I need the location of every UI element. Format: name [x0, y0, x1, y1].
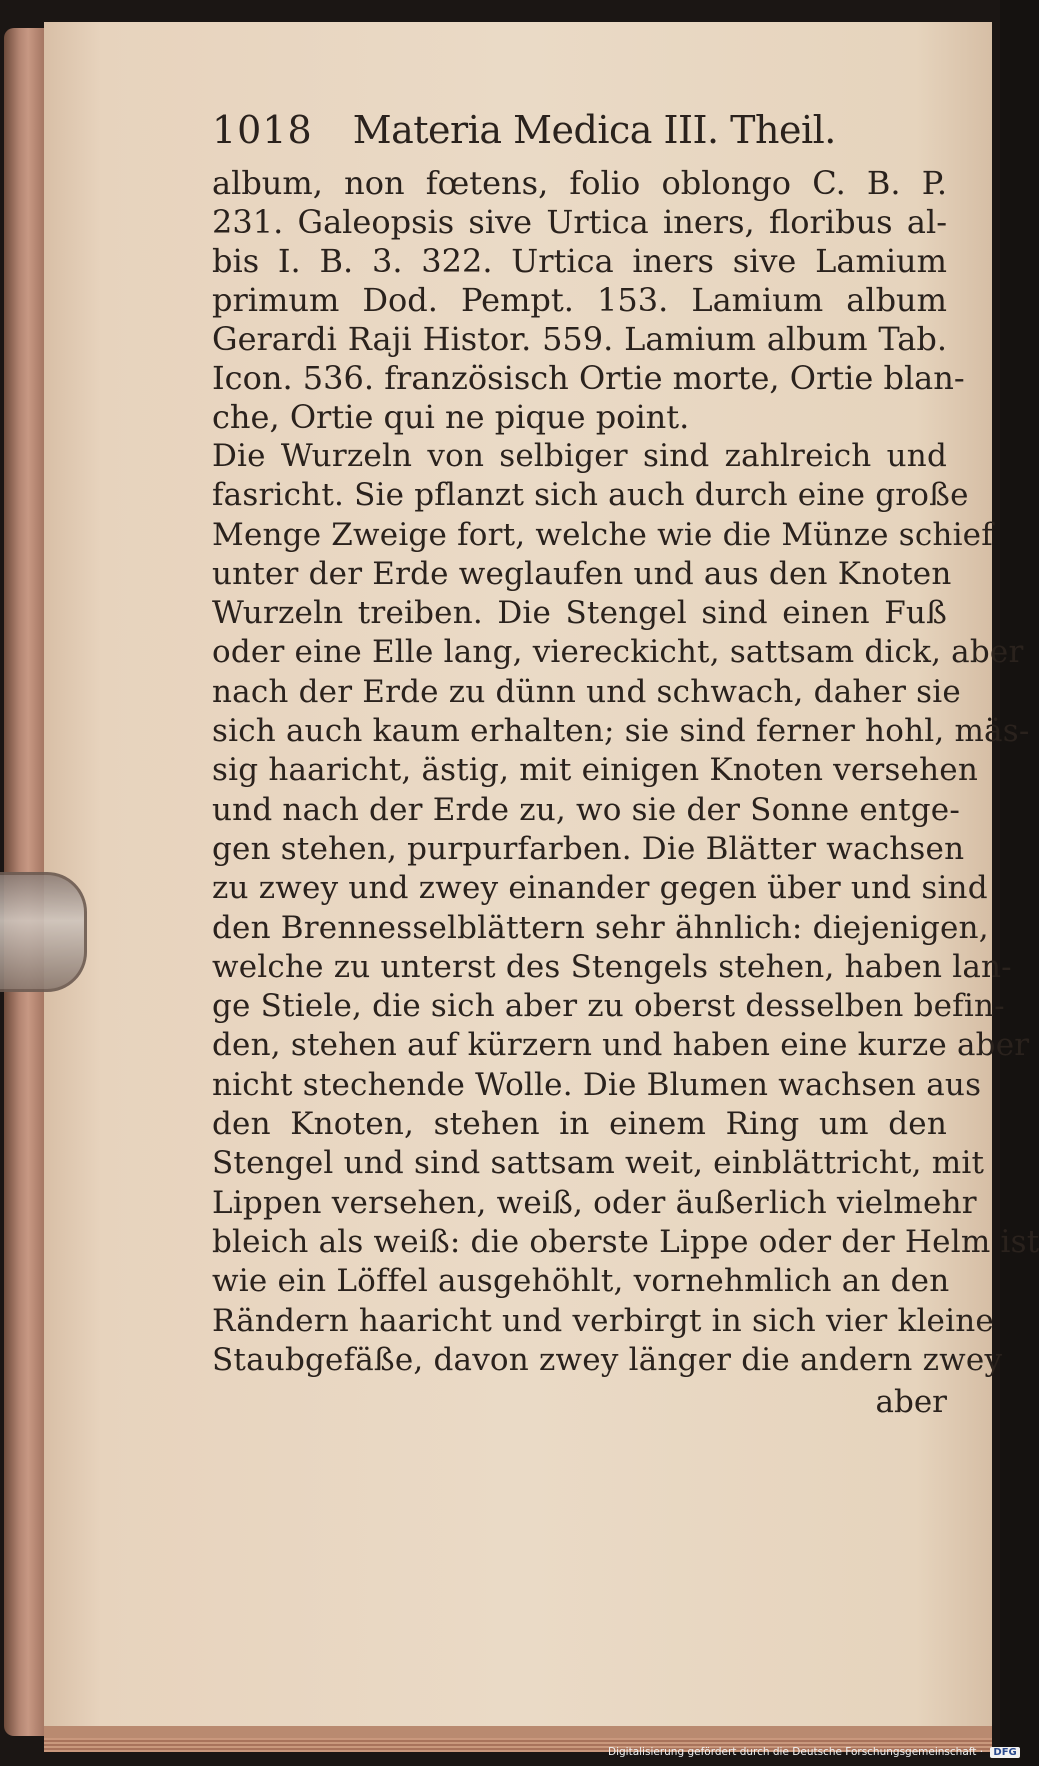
- text-line: den Knoten, stehen in einem Ring um den: [212, 1106, 947, 1143]
- latin-synonyms-block: [212, 164, 965, 437]
- body-paragraph: [212, 437, 1039, 1380]
- text-line: nicht stechende Wolle. Die Blumen wachsen aus: [212, 1066, 982, 1103]
- text-line: unter der Erde weglaufen und aus den Knoten: [212, 555, 952, 592]
- text-line: sich auch kaum erhalten; sie sind ferner hohl, mäs-: [212, 713, 1030, 750]
- running-title: Materia Medica III. Theil.: [352, 108, 836, 152]
- text-line: Lippen versehen, weiß, oder äußerlich vielmehr: [212, 1184, 977, 1221]
- text-line: und nach der Erde zu, wo sie der Sonne entge-: [212, 791, 961, 828]
- bookmark-clip: [0, 872, 87, 992]
- text-line: Rändern haaricht und verbirgt in sich vier kleine: [212, 1302, 994, 1339]
- text-line: zu zwey und zwey einander gegen über und sind: [212, 870, 988, 907]
- text-line: Staubgefäße, davon zwey länger die andern zwey: [212, 1341, 1003, 1378]
- page-text: [212, 104, 1039, 1422]
- text-line: Menge Zweige fort, welche wie die Münze schief: [212, 516, 993, 553]
- text-line: 231. Galeopsis sive Urtica iners, floribus al-: [212, 203, 947, 241]
- text-line: fasricht. Sie pflanzt sich auch durch eine große: [212, 477, 969, 514]
- digitization-credit: [608, 1746, 1020, 1758]
- text-line: Icon. 536. französisch Ortie morte, Ortie blan-: [212, 359, 965, 397]
- text-line: oder eine Elle lang, viereckicht, sattsam dick, aber: [212, 634, 1024, 671]
- text-line: che, Ortie qui ne pique point.: [212, 398, 690, 436]
- text-line: album, non fœtens, folio oblongo C. B. P.: [212, 164, 947, 202]
- dfg-logo-icon: DFG: [990, 1747, 1019, 1758]
- text-line: den Brennesselblättern sehr ähnlich: diejenigen,: [212, 909, 989, 946]
- catchword: aber: [875, 1384, 947, 1421]
- text-line: Die Wurzeln von selbiger sind zahlreich und: [212, 438, 947, 474]
- credit-text: Digitalisierung gefördert durch die Deutsche Forschungsgemeinschaft ·: [608, 1746, 984, 1758]
- text-line: nach der Erde zu dünn und schwach, daher sie: [212, 673, 961, 710]
- text-line: Gerardi Raji Histor. 559. Lamium album Tab.: [212, 320, 947, 358]
- text-line: Stengel und sind sattsam weit, einblättricht, mit: [212, 1145, 985, 1182]
- page-number: 1018: [212, 108, 313, 152]
- text-line: welche zu unterst des Stengels stehen, haben lan-: [212, 948, 1012, 985]
- page-header: [212, 104, 947, 156]
- text-line: gen stehen, purpurfarben. Die Blätter wachsen: [212, 830, 965, 867]
- text-line: primum Dod. Pempt. 153. Lamium album: [212, 281, 947, 319]
- text-line: bis I. B. 3. 322. Urtica iners sive Lamium: [212, 242, 947, 280]
- text-line: den, stehen auf kürzern und haben eine kurze aber: [212, 1027, 1030, 1064]
- text-line: bleich als weiß: die oberste Lippe oder der Helm ist: [212, 1223, 1039, 1260]
- text-line: sig haaricht, ästig, mit einigen Knoten versehen: [212, 752, 978, 789]
- text-line: ge Stiele, die sich aber zu oberst desselben befin-: [212, 988, 1005, 1025]
- text-line: Wurzeln treiben. Die Stengel sind einen Fuß: [212, 595, 947, 632]
- text-line: wie ein Löffel ausgehöhlt, vornehmlich an den: [212, 1263, 950, 1300]
